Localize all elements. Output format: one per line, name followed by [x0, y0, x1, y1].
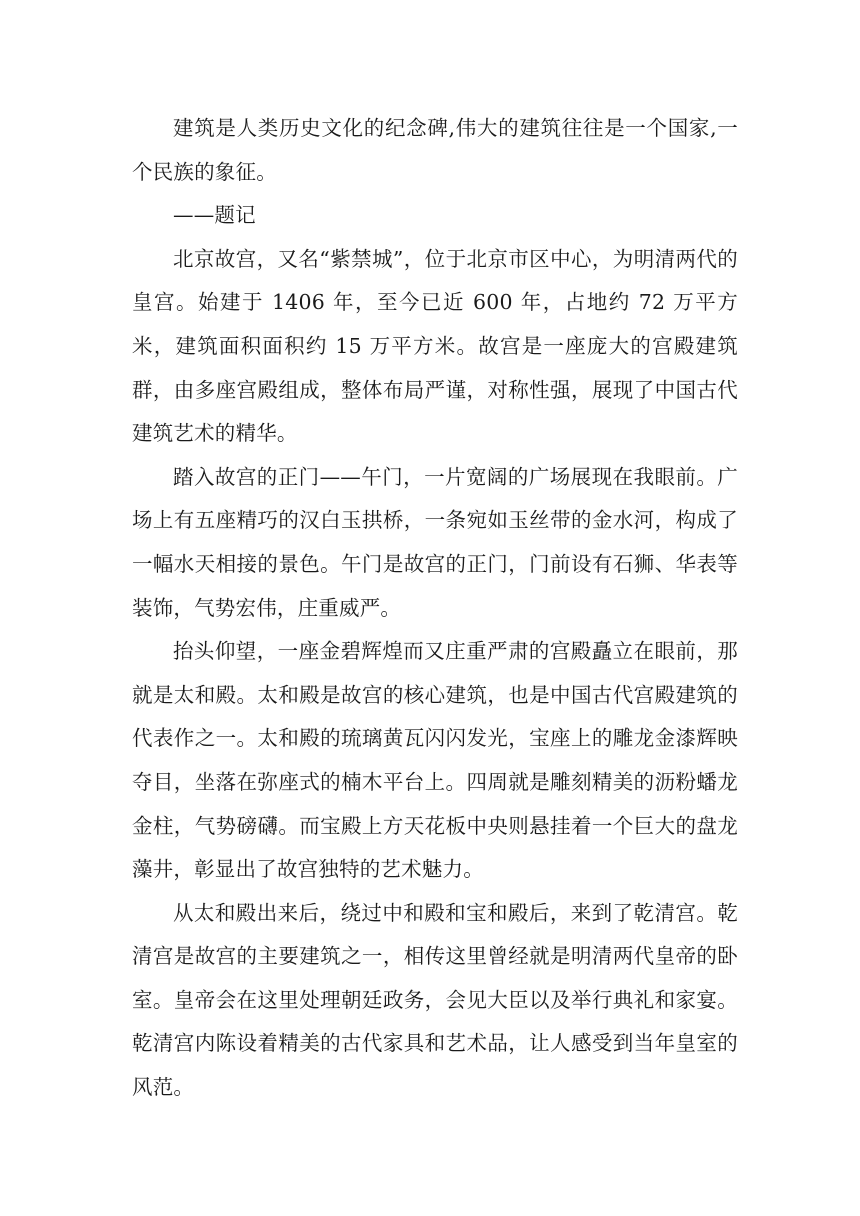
document-body	[132, 107, 738, 1110]
paragraph-intro: 北京故宫，又名“紫禁城”，位于北京市区中心，为明清两代的皇宫。始建于 1406 年，至今已近 600 年，占地约 72 万平方米，建筑面积面积约 15 万平方米。故宫是一座庞大的宫殿建筑群，由多座宫殿组成，整体布局严谨，对称性强，展现了中国古代建筑艺术的精华。	[132, 246, 738, 446]
paragraph-meridian-gate: 踏入故宫的正门——午门，一片宽阔的广场展现在我眼前。广场上有五座精巧的汉白玉拱桥，一条宛如玉丝带的金水河，构成了一幅水天相接的景色。午门是故宫的正门，门前设有石狮、华表等装饰，气势宏伟，庄重威严。	[132, 464, 738, 620]
epigraph-text: 建筑是人类历史文化的纪念碑,伟大的建筑往往是一个国家,一个民族的象征。	[132, 116, 738, 184]
paragraph-taihe-hall: 抬头仰望，一座金碧辉煌而又庄重严肃的宫殿矗立在眼前，那就是太和殿。太和殿是故宫的核心建筑，也是中国古代宫殿建筑的代表作之一。太和殿的琉璃黄瓦闪闪发光，宝座上的雕龙金漆辉映夺目，坐落在弥座式的楠木平台上。四周就是雕刻精美的沥粉蟠龙金柱，气势磅礴。而宝殿上方天花板中央则悬挂着一个巨大的盘龙藻井，彰显出了故宫独特的艺术魅力。	[132, 639, 738, 882]
epigraph-attribution: ——题记	[173, 203, 256, 228]
paragraph-qianqing-palace: 从太和殿出来后，绕过中和殿和宝和殿后，来到了乾清宫。乾清宫是故宫的主要建筑之一，相传这里曾经就是明清两代皇帝的卧室。皇帝会在这里处理朝廷政务，会见大臣以及举行典礼和家宴。乾清宫内陈设着精美的古代家具和艺术品，让人感受到当年皇室的风范。	[132, 900, 738, 1100]
